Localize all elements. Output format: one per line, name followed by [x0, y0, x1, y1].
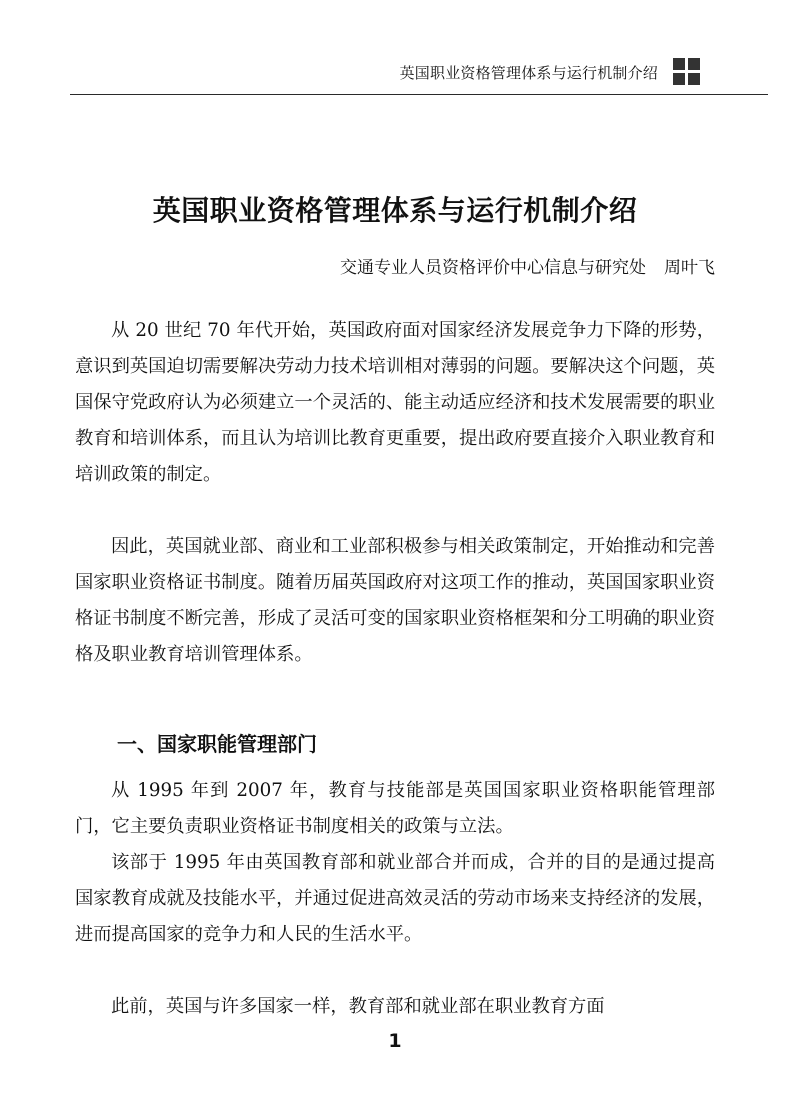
- running-header-title: 英国职业资格管理体系与运行机制介绍: [399, 64, 658, 82]
- body-paragraph: 因此，英国就业部、商业和工业部积极参与相关政策制定，开始推动和完善国家职业资格证书制度。随着历届英国政府对这项工作的推动，英国国家职业资格证书制度不断完善，形成了灵活可变的国家职业资格框架和分工明确的职业资格及职业教育培训管理体系。: [75, 536, 715, 665]
- author-name: 周叶飞: [664, 258, 715, 278]
- grid-square: [688, 73, 700, 85]
- grid-square: [688, 58, 700, 70]
- grid-square: [673, 58, 685, 70]
- running-header: [70, 54, 768, 95]
- grid-square: [673, 73, 685, 85]
- section-heading: 一、国家职能管理部门: [117, 732, 317, 756]
- body-paragraph: 从 1995 年到 2007 年，教育与技能部是英国国家职业资格职能管理部门，它主要负责职业资格证书制度相关的政策与立法。: [75, 780, 715, 837]
- page-number: 1: [388, 1030, 402, 1052]
- body-paragraph: 此前，英国与许多国家一样，教育部和就业部在职业教育方面: [111, 996, 605, 1017]
- byline: [340, 253, 715, 278]
- four-square-grid-icon: [673, 58, 700, 85]
- body-paragraph: 该部于 1995 年由英国教育部和就业部合并而成，合并的目的是通过提高国家教育成就及技能水平，并通过促进高效灵活的劳动市场来支持经济的发展，进而提高国家的竞争力和人民的生活水平。: [75, 852, 715, 945]
- author-affiliation: 交通专业人员资格评价中心信息与研究处: [340, 258, 646, 278]
- article-title: 英国职业资格管理体系与运行机制介绍: [152, 193, 638, 227]
- body-paragraph: 从 20 世纪 70 年代开始，英国政府面对国家经济发展竞争力下降的形势，意识到英国迫切需要解决劳动力技术培训相对薄弱的问题。要解决这个问题，英国保守党政府认为必须建立一个灵活的、能主动适应经济和技术发展需要的职业教育和培训体系，而且认为培训比教育更重要，提出政府要直接介入职业教育和培训政策的制定。: [75, 320, 715, 485]
